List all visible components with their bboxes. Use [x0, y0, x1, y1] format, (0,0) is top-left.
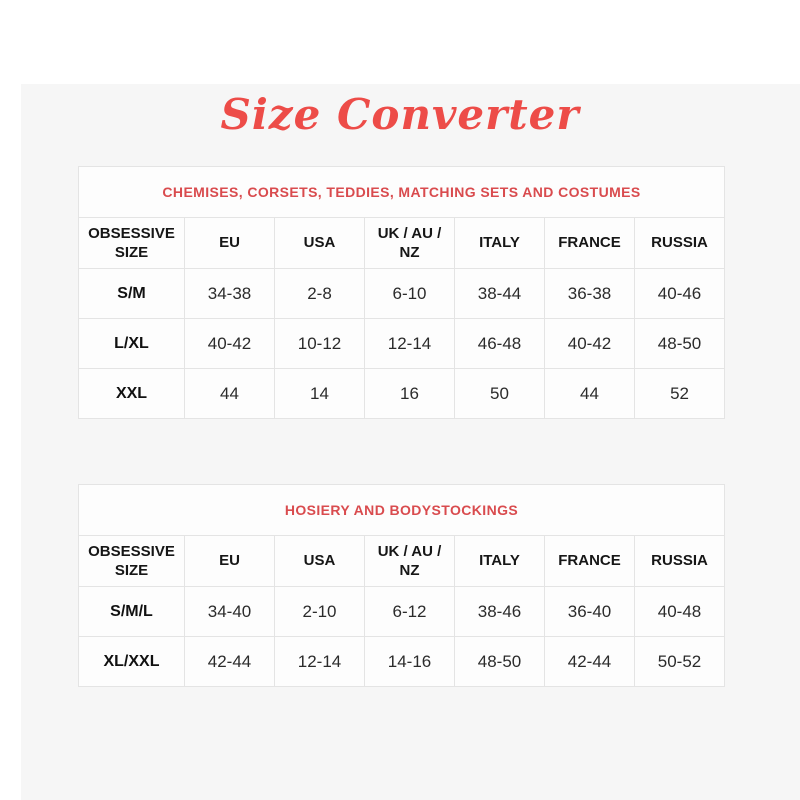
column-header-eu: EU — [185, 218, 275, 269]
table-cell: 34-38 — [185, 269, 275, 319]
table-cell: 6-12 — [365, 587, 455, 637]
column-header-italy: ITALY — [455, 536, 545, 587]
page-title: Size Converter — [220, 90, 580, 139]
column-header-france: FRANCE — [545, 218, 635, 269]
column-header-uk-au-nz: UK / AU / NZ — [365, 536, 455, 587]
table-cell: 48-50 — [455, 637, 545, 687]
table-caption-row — [79, 485, 725, 536]
size-table-hosiery — [78, 484, 725, 687]
table-caption-row — [79, 167, 725, 218]
column-header-obsessive-size: OBSESSIVE SIZE — [79, 536, 185, 587]
table-cell: 40-42 — [545, 319, 635, 369]
row-header: XL/XXL — [79, 637, 185, 687]
table-cell: 50 — [455, 369, 545, 419]
table-cell: 34-40 — [185, 587, 275, 637]
table-cell: 6-10 — [365, 269, 455, 319]
table-cell: 10-12 — [275, 319, 365, 369]
column-header-russia: RUSSIA — [635, 218, 725, 269]
table-cell: 38-44 — [455, 269, 545, 319]
column-header-usa: USA — [275, 218, 365, 269]
row-header: S/M — [79, 269, 185, 319]
column-header-usa: USA — [275, 536, 365, 587]
table-cell: 2-8 — [275, 269, 365, 319]
table-cell: 42-44 — [545, 637, 635, 687]
column-header-russia: RUSSIA — [635, 536, 725, 587]
table-cell: 2-10 — [275, 587, 365, 637]
table-cell: 38-46 — [455, 587, 545, 637]
table-cell: 40-48 — [635, 587, 725, 637]
size-table-chemises — [78, 166, 725, 419]
column-header-uk-au-nz: UK / AU / NZ — [365, 218, 455, 269]
table-cell: 42-44 — [185, 637, 275, 687]
table-header-row — [79, 536, 725, 587]
column-header-france: FRANCE — [545, 536, 635, 587]
table-cell: 14-16 — [365, 637, 455, 687]
table-cell: 50-52 — [635, 637, 725, 687]
table-cell: 52 — [635, 369, 725, 419]
table-row — [79, 269, 725, 319]
table-cell: 14 — [275, 369, 365, 419]
row-header: L/XL — [79, 319, 185, 369]
column-header-eu: EU — [185, 536, 275, 587]
table-caption: HOSIERY AND BODYSTOCKINGS — [79, 485, 725, 536]
table-cell: 12-14 — [275, 637, 365, 687]
table-cell: 12-14 — [365, 319, 455, 369]
table-cell: 40-46 — [635, 269, 725, 319]
table-cell: 36-40 — [545, 587, 635, 637]
table-cell: 16 — [365, 369, 455, 419]
row-header: XXL — [79, 369, 185, 419]
table-cell: 46-48 — [455, 319, 545, 369]
table-header-row — [79, 218, 725, 269]
column-header-obsessive-size: OBSESSIVE SIZE — [79, 218, 185, 269]
table-cell: 36-38 — [545, 269, 635, 319]
row-header: S/M/L — [79, 587, 185, 637]
column-header-italy: ITALY — [455, 218, 545, 269]
table-row — [79, 637, 725, 687]
table-caption: CHEMISES, CORSETS, TEDDIES, MATCHING SETS AND COSTUMES — [79, 167, 725, 218]
table-cell: 40-42 — [185, 319, 275, 369]
table-row — [79, 319, 725, 369]
table-cell: 44 — [545, 369, 635, 419]
table-row — [79, 587, 725, 637]
table-cell: 44 — [185, 369, 275, 419]
table-cell: 48-50 — [635, 319, 725, 369]
table-row — [79, 369, 725, 419]
